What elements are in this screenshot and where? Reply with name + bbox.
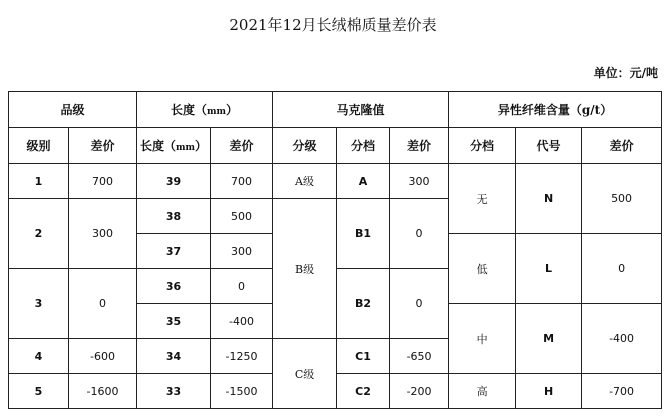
price-difference-table bbox=[8, 91, 662, 409]
length-value: 34 bbox=[137, 339, 211, 374]
header-length-text: 长度（ bbox=[170, 103, 207, 117]
ff-diff: 0 bbox=[582, 234, 662, 304]
mic-diff: -650 bbox=[390, 339, 449, 374]
header-micronaire: 马克隆值 bbox=[273, 92, 449, 128]
sub-header-grade-level: 级别 bbox=[9, 128, 69, 164]
header-length bbox=[137, 92, 273, 128]
mic-level: C2 bbox=[337, 374, 390, 409]
mic-diff: -200 bbox=[390, 374, 449, 409]
ff-level: 高 bbox=[449, 374, 516, 409]
ff-diff: -400 bbox=[582, 304, 662, 374]
ff-diff: -700 bbox=[582, 374, 662, 409]
mic-class: C级 bbox=[273, 339, 337, 409]
group-header-row bbox=[9, 92, 662, 128]
length-diff: -1500 bbox=[211, 374, 273, 409]
length-diff: 0 bbox=[211, 269, 273, 304]
header-foreign-fiber: 异性纤维含量（g/t） bbox=[449, 92, 662, 128]
mic-class: A级 bbox=[273, 164, 337, 199]
ff-level: 中 bbox=[449, 304, 516, 374]
unit-label: 单位：元/吨 bbox=[593, 66, 658, 80]
mic-diff: 0 bbox=[390, 199, 449, 269]
grade-level: 1 bbox=[9, 164, 69, 199]
mic-diff: 0 bbox=[390, 269, 449, 339]
header-grade: 品级 bbox=[9, 92, 137, 128]
sub-header-length-diff: 差价 bbox=[211, 128, 273, 164]
length-diff: 300 bbox=[211, 234, 273, 269]
grade-diff: -600 bbox=[69, 339, 137, 374]
ff-level: 低 bbox=[449, 234, 516, 304]
mm-unit: mm bbox=[175, 143, 196, 153]
sub-header-length-text: 长度（ bbox=[139, 139, 176, 153]
mic-class: B级 bbox=[273, 199, 337, 339]
length-value: 39 bbox=[137, 164, 211, 199]
mic-diff: 300 bbox=[390, 164, 449, 199]
grade-diff: 700 bbox=[69, 164, 137, 199]
length-diff: -1250 bbox=[211, 339, 273, 374]
mic-level: C1 bbox=[337, 339, 390, 374]
length-diff: 700 bbox=[211, 164, 273, 199]
grade-level: 3 bbox=[9, 269, 69, 339]
sub-header-grade-diff: 差价 bbox=[69, 128, 137, 164]
mic-level: B1 bbox=[337, 199, 390, 269]
sub-header-ff-diff: 差价 bbox=[582, 128, 662, 164]
grade-diff: 0 bbox=[69, 269, 137, 339]
sub-header-ff-code: 代号 bbox=[516, 128, 582, 164]
grade-level: 5 bbox=[9, 374, 69, 409]
sub-header-length-close: ） bbox=[195, 139, 208, 153]
length-diff: 500 bbox=[211, 199, 273, 234]
grade-level: 4 bbox=[9, 339, 69, 374]
mm-unit: mm bbox=[207, 107, 227, 117]
length-diff: -400 bbox=[211, 304, 273, 339]
mic-level: B2 bbox=[337, 269, 390, 339]
length-value: 33 bbox=[137, 374, 211, 409]
mic-level: A bbox=[337, 164, 390, 199]
grade-level: 2 bbox=[9, 199, 69, 269]
sub-header-mic-class: 分级 bbox=[273, 128, 337, 164]
ff-code: L bbox=[516, 234, 582, 304]
length-value: 38 bbox=[137, 199, 211, 234]
sub-header-row bbox=[9, 128, 662, 164]
grade-diff: 300 bbox=[69, 199, 137, 269]
sub-header-mic-diff: 差价 bbox=[390, 128, 449, 164]
ff-level: 无 bbox=[449, 164, 516, 234]
length-value: 37 bbox=[137, 234, 211, 269]
page-title: 2021年12月长绒棉质量差价表 bbox=[229, 16, 437, 34]
ff-code: N bbox=[516, 164, 582, 234]
header-length-close: ） bbox=[226, 103, 239, 117]
sub-header-ff-level: 分档 bbox=[449, 128, 516, 164]
sub-header-mic-level: 分档 bbox=[337, 128, 390, 164]
ff-code: M bbox=[516, 304, 582, 374]
length-value: 36 bbox=[137, 269, 211, 304]
length-value: 35 bbox=[137, 304, 211, 339]
sub-header-length bbox=[137, 128, 211, 164]
table-row bbox=[9, 164, 662, 199]
ff-code: H bbox=[516, 374, 582, 409]
grade-diff: -1600 bbox=[69, 374, 137, 409]
ff-diff: 500 bbox=[582, 164, 662, 234]
